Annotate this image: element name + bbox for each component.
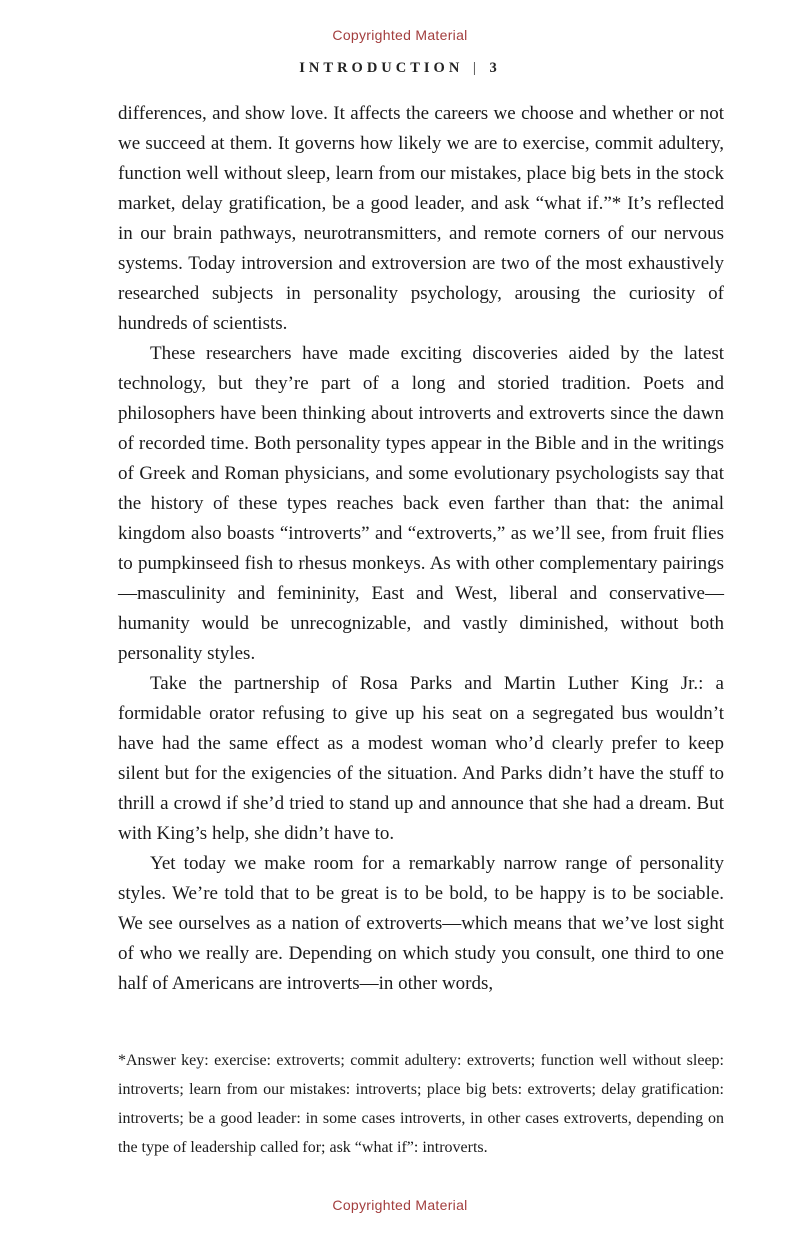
paragraph-1: differences, and show love. It affects the careers we choose and whether or not we succeed at them. It governs how likely we are to exercise, commit adultery, function well without sleep, learn from our mistakes, place big bets in the stock market, delay gratification, be a good leader, and ask “what if.”* It’s reflected in our brain pathways, neurotransmitters, and remote corners of our nervous systems. Today introversion and extroversion are two of the most exhaustively researched subjects in personality psychology, arousing the curiosity of hundreds of scientists. <box>118 103 724 334</box>
page-number: 3 <box>489 60 501 76</box>
footnote: *Answer key: exercise: extroverts; commit adultery: extroverts; function well without sleep: introverts; learn from our mistakes: introverts; place big bets: extroverts; delay gratification: introverts; be a good leader: in some cases introverts, in other cases extroverts, depending on the type of leadership called for; ask “what if”: introverts. <box>118 1052 724 1156</box>
paragraph-4: Yet today we make room for a remarkably narrow range of personality styles. We’re told that to be great is to be bold, to be happy is to be sociable. We see ourselves as a nation of extroverts—which means that we’ve lost sight of who we really are. Depending on which study you consult, one third to one half of Americans are introverts—in other words, <box>118 853 724 994</box>
paragraph-2: These researchers have made exciting discoveries aided by the latest technology, but they’re part of a long and storied tradition. Poets and philosophers have been thinking about introverts and extroverts since the dawn of recorded time. Both personality types appear in the Bible and in the writings of Greek and Roman physicians, and some evolutionary psychologists say that the history of these types reaches back even farther than that: the animal kingdom also boasts “introverts” and “extroverts,” as we’ll see, from fruit flies to pumpkinseed fish to rhesus monkeys. As with other complementary pairings—masculinity and femininity, East and West, liberal and conservative—humanity would be unrecognizable, and vastly diminished, without both personality styles. <box>118 343 724 664</box>
running-head-separator: | <box>472 60 480 76</box>
page-body <box>118 99 724 999</box>
paragraph-3: Take the partnership of Rosa Parks and Martin Luther King Jr.: a formidable orator refusing to give up his seat on a segregated bus wouldn’t have had the same effect as a modest woman who’d clearly prefer to keep silent but for the exigencies of the situation. And Parks didn’t have the stuff to thrill a crowd if she’d tried to stand up and announce that she had a dream. But with King’s help, she didn’t have to. <box>118 673 724 844</box>
copyright-notice-top: Copyrighted Material <box>332 27 468 43</box>
chapter-title: INTRODUCTION <box>299 60 464 76</box>
running-head <box>0 60 800 77</box>
copyright-notice-bottom: Copyrighted Material <box>332 1197 468 1213</box>
